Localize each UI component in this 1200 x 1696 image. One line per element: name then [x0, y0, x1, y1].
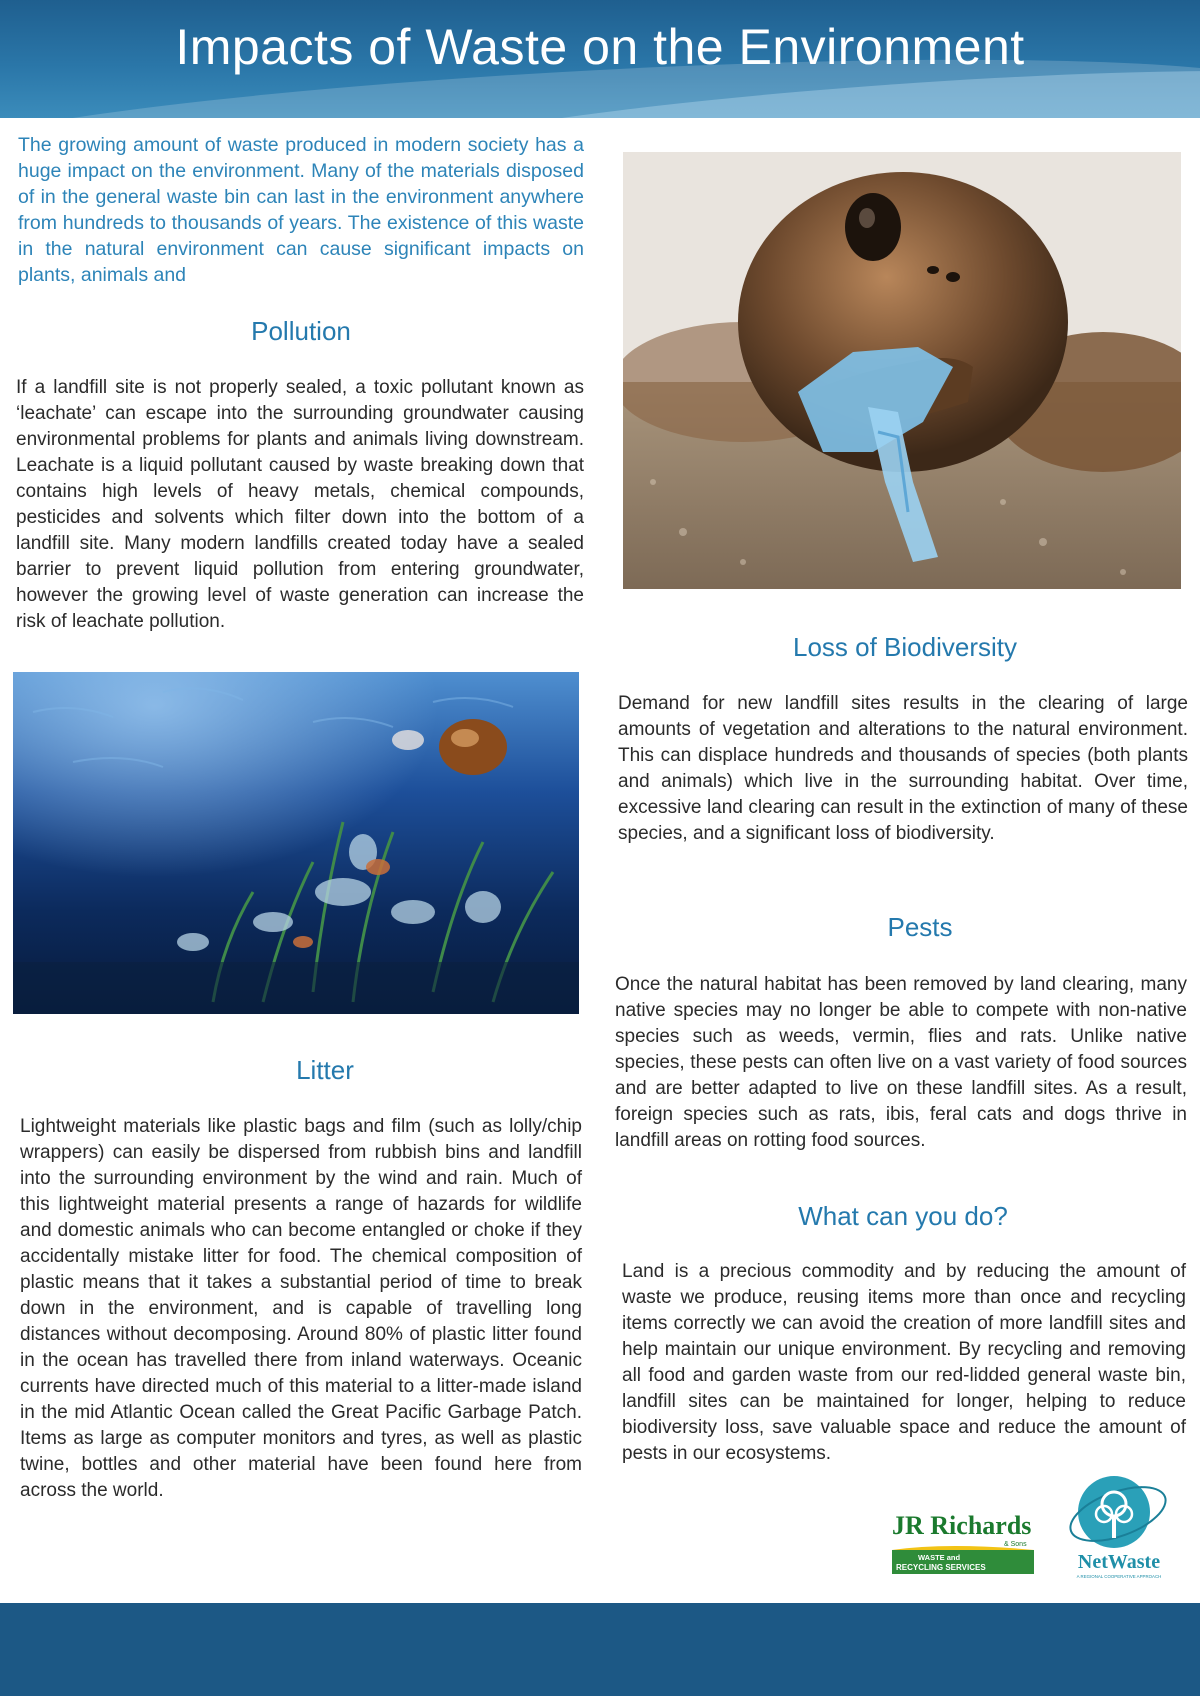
- litter-body: Lightweight materials like plastic bags and film (such as lolly/chip wrappers) can easily be dispersed from rubbish bins and landfill into the surrounding environment by the wind and rain. Much of this lightweight material presents a range of hazards for wildlife and domestic animals who can become entangled or choke if they accidentally mistake litter for food. The chemical composition of plastic means that it takes a substantial period of time to break down in the environment, and is capable of travelling long distances without decomposing. Around 80% of plastic litter found in the ocean has travelled there from inland waterways. Oceanic currents have directed much of this material to a litter-made island in the mid Atlantic Ocean called the Great Pacific Garbage Patch. Items as large as computer monitors and tyres, as well as plastic twine, bottles and other material have been found here from across the world.: [20, 1116, 582, 1501]
- header-banner: [0, 0, 1200, 118]
- netwaste-logo-tagline: A REGIONAL COOPERATIVE APPROACH: [1076, 1574, 1162, 1579]
- ocean-litter-photo: [13, 672, 579, 1014]
- pests-body: Once the natural habitat has been removed by land clearing, many native species may no longer be able to compete with non-native species such as weeds, vermin, flies and rats. Unlike native species, these pests can often live on a vast variety of food sources and are better adapted to live on these landfill sites. As a result, foreign species such as rats, ibis, feral cats and dogs thrive in landfill areas on rotting food sources.: [615, 974, 1187, 1151]
- footer-bar: [0, 1603, 1200, 1696]
- pests-heading: Pests: [887, 912, 953, 942]
- jr-logo-line2: RECYCLING SERVICES: [896, 1563, 986, 1572]
- page-title: Impacts of Waste on the Environment: [175, 19, 1025, 75]
- biodiversity-body: Demand for new landfill sites results in the clearing of large amounts of vegetation and alterations to the natural environment. This can displace hundreds and thousands of species (both plants and animals) which live in the surrounding habitat. Over time, excessive land clearing can result in the extinction of many of these species, and a significant loss of biodiversity.: [618, 693, 1188, 844]
- jr-richards-logo: [888, 1506, 1038, 1576]
- netwaste-logo-text: NetWaste: [1077, 1551, 1161, 1573]
- litter-heading: Litter: [296, 1055, 354, 1085]
- turtle-plastic-photo: [623, 152, 1181, 589]
- action-body: Land is a precious commodity and by reducing the amount of waste we produce, reusing items more than once and recycling items correctly we can avoid the creation of more landfill sites and help maintain our unique environment. By recycling and removing all food and garden waste from our red-lidded general waste bin, landfill sites can be maintained for longer, helping to reduce biodiversity loss, save valuable space and reduce the amount of pests in our ecosystems.: [622, 1261, 1186, 1464]
- jr-logo-line1: WASTE and: [918, 1553, 961, 1562]
- pollution-heading: Pollution: [251, 316, 351, 346]
- jr-logo-sons: & Sons: [1004, 1541, 1027, 1548]
- action-heading: What can you do?: [798, 1201, 1008, 1231]
- biodiversity-heading: Loss of Biodiversity: [793, 632, 1017, 662]
- jr-logo-name: JR Richards: [892, 1511, 1032, 1540]
- pollution-body: If a landfill site is not properly sealed, a toxic pollutant known as ‘leachate’ can escape into the surrounding groundwater causing environmental problems for plants and animals living downstream. Leachate is a liquid pollutant caused by waste breaking down that contains high levels of heavy metals, chemical compounds, pesticides and solvents which filter down into the bottom of a landfill site. Many modern landfills created today have a sealed barrier to prevent liquid pollution from entering groundwater, however the growing level of waste generation can increase the risk of leachate pollution.: [16, 377, 584, 632]
- intro-paragraph: The growing amount of waste produced in modern society has a huge impact on the environment. Many of the materials disposed of in the general waste bin can last in the environment anywhere from hundreds to thousands of years. The existence of this waste in the natural environment can cause significant impacts on plants, animals and: [18, 134, 584, 286]
- netwaste-logo: [1060, 1472, 1178, 1584]
